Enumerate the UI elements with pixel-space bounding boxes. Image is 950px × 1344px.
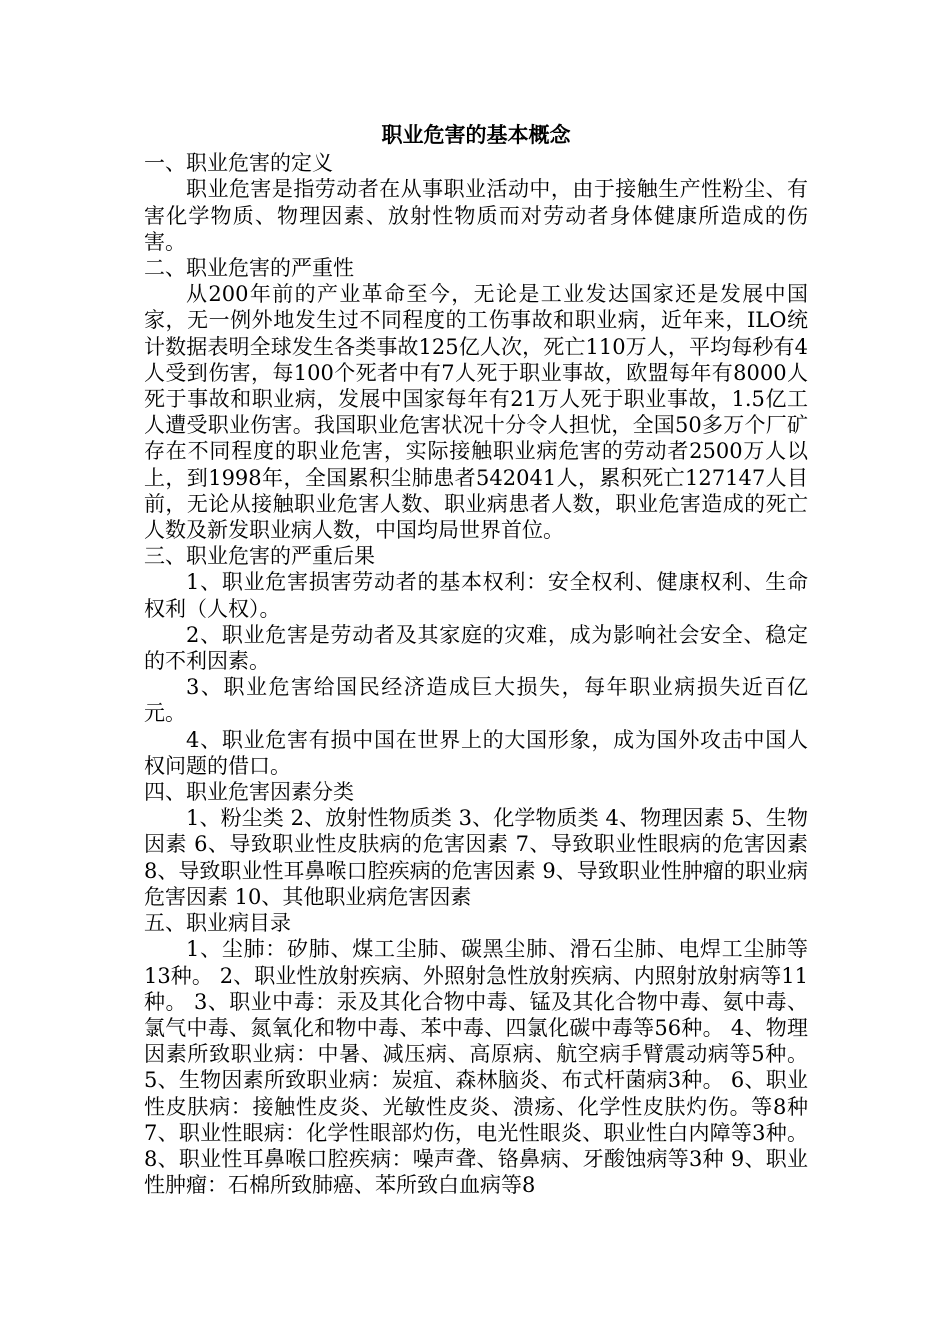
paragraph: 2、职业危害是劳动者及其家庭的灾难，成为影响社会安全、稳定的不利因素。 xyxy=(144,622,808,674)
paragraph: 从200年前的产业革命至今，无论是工业发达国家还是发展中国家，无一例外地发生过不同程度的工伤事故和职业病，近年来，ILO统计数据表明全球发生各类事故125亿人次，死亡110万人，平均每秒有4人受到伤害，每100个死者中有7人死于职业事故，欧盟每年有8000人死于事故和职业病，发展中国家每年有21万人死于职业事故，1.5亿工人遭受职业伤害。我国职业危害状况十分令人担忧，全国50多万个厂矿存在不同程度的职业危害，实际接触职业病危害的劳动者2500万人以上，到1998年，全国累积尘肺患者542041人，累积死亡127147人目前，无论从接触职业危害人数、职业病患者人数，职业危害造成的死亡人数及新发职业病人数，中国均局世界首位。 xyxy=(144,282,808,543)
section-consequences xyxy=(144,543,808,779)
section-heading: 二、职业危害的严重性 xyxy=(144,256,354,281)
section-heading: 五、职业病目录 xyxy=(144,911,291,936)
paragraph: 4、职业危害有损中国在世界上的大国形象，成为国外攻击中国人权问题的借口。 xyxy=(144,727,808,778)
section-classification xyxy=(144,779,808,910)
paragraph: 1、尘肺：矽肺、煤工尘肺、碳黑尘肺、滑石尘肺、电焊工尘肺等13种。 2、职业性放射疾病、外照射急性放射疾病、内照射放射病等11种。 3、职业中毒：汞及其化合物中毒、锰及其化合物中毒、氨中毒、氯气中毒、氮氧化和物中毒、苯中毒、四氯化碳中毒等56种。 4、物理因素所致职业病：中暑、减压病、高原病、航空病手臂震动病等5种。 5、生物因素所致职业病：炭疽、森林脑炎、布式杆菌病3种。 6、职业性皮肤病：接触性皮炎、光敏性皮炎、溃疡、化学性皮肤灼伤。等8种 7、职业性眼病：化学性眼部灼伤，电光性眼炎、职业性白内障等3种。 8、职业性耳鼻喉口腔疾病：噪声聋、铬鼻病、牙酸蚀病等3种 9、职业性肿瘤：石棉所致肺癌、苯所致白血病等8 xyxy=(144,937,808,1198)
section-severity xyxy=(144,255,808,543)
paragraph: 1、职业危害损害劳动者的基本权利：安全权利、健康权利、生命权利（人权）。 xyxy=(144,570,808,621)
section-definition xyxy=(144,150,808,255)
section-heading: 三、职业危害的严重后果 xyxy=(144,544,375,569)
paragraph: 职业危害是指劳动者在从事职业活动中，由于接触生产性粉尘、有害化学物质、物理因素、放射性物质而对劳动者身体健康所造成的伤害。 xyxy=(144,177,808,254)
document-page xyxy=(144,122,808,1198)
paragraph: 1、粉尘类 2、放射性物质类 3、化学物质类 4、物理因素 5、生物因素 6、导致职业性皮肤病的危害因素 7、导致职业性眼病的危害因素 8、导致职业性耳鼻喉口腔疾病的危害因素 9、导致职业性肿瘤的职业病危害因素 10、其他职业病危害因素 xyxy=(144,806,808,909)
section-heading: 一、职业危害的定义 xyxy=(144,151,333,176)
section-disease-catalog xyxy=(144,910,808,1198)
paragraph: 3、职业危害给国民经济造成巨大损失，每年职业病损失近百亿元。 xyxy=(144,675,808,726)
section-heading: 四、职业危害因素分类 xyxy=(144,780,354,805)
document-title: 职业危害的基本概念 xyxy=(381,123,571,147)
